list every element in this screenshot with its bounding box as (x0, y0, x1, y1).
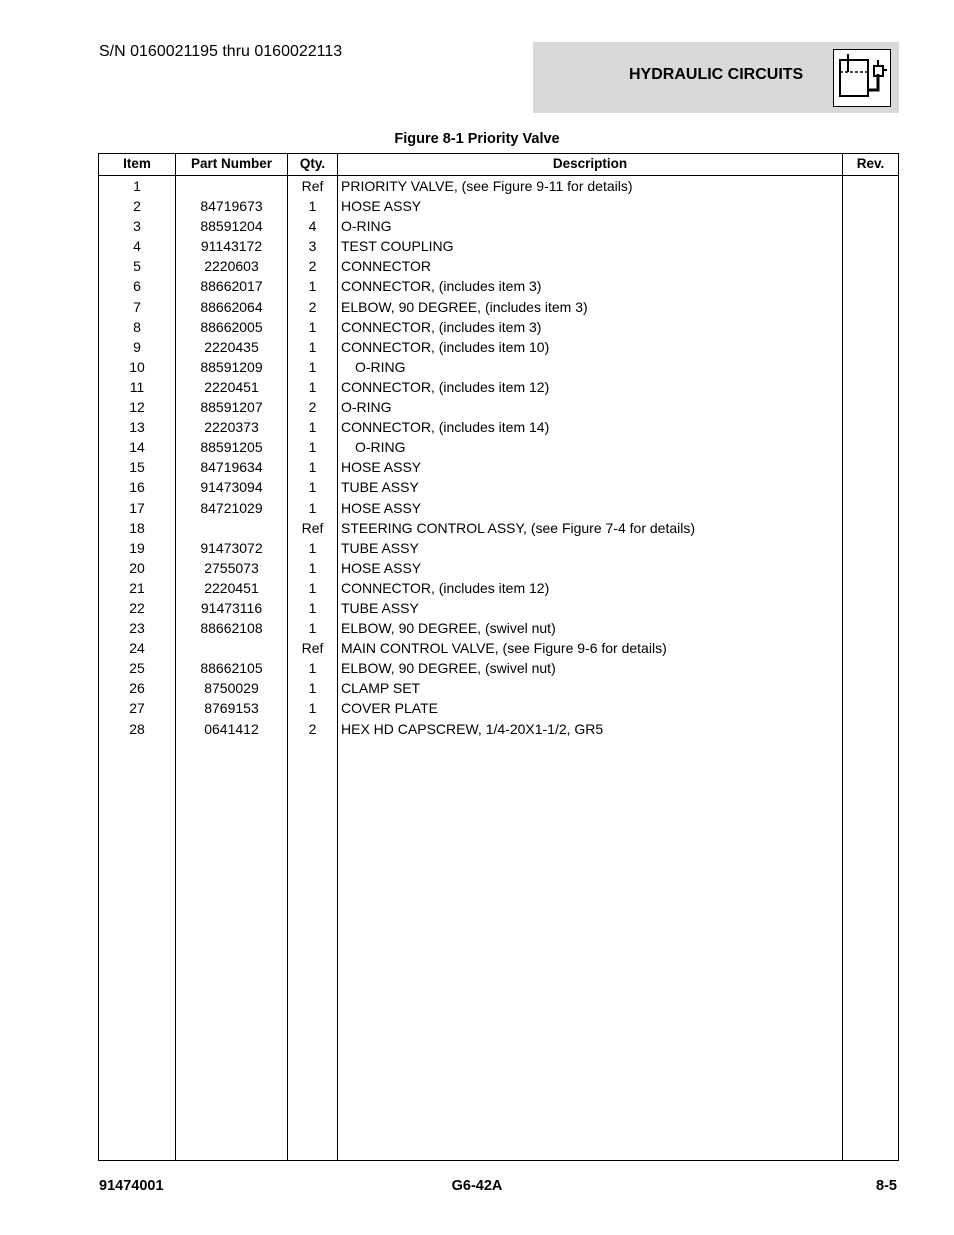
qty-cell: 3 (308, 238, 317, 255)
qty-cell: 1 (308, 620, 317, 637)
table-row (99, 437, 898, 457)
part-number-cell: 88662005 (200, 318, 263, 335)
table-row (99, 678, 898, 698)
qty-cell: 1 (308, 559, 317, 576)
column-header-part-number: Part Number (190, 156, 273, 171)
part-number-cell: 2755073 (204, 559, 259, 576)
description-cell: STEERING CONTROL ASSY, (see Figure 7-4 for details) (341, 519, 696, 536)
hydraulic-reservoir-icon (833, 49, 891, 107)
parts-table (98, 153, 899, 1161)
table-row (99, 216, 898, 236)
description-cell: CONNECTOR (341, 258, 431, 275)
table-row (99, 297, 898, 317)
item-cell: 26 (129, 680, 145, 697)
part-number-cell: 84719634 (200, 459, 263, 476)
description-cell: TUBE ASSY (341, 479, 419, 496)
qty-cell: 2 (308, 298, 317, 315)
part-number-cell: 88591205 (200, 439, 263, 456)
description-cell: MAIN CONTROL VALVE, (see Figure 9-6 for details) (341, 640, 667, 657)
table-row (99, 417, 898, 437)
description-cell: PRIORITY VALVE, (see Figure 9-11 for details) (341, 178, 633, 194)
description-cell: CONNECTOR, (includes item 10) (341, 338, 550, 355)
item-cell: 1 (133, 178, 141, 194)
qty-cell: Ref (301, 640, 324, 657)
column-header-description: Description (552, 156, 628, 171)
description-cell: CONNECTOR, (includes item 12) (341, 378, 550, 395)
table-row (99, 176, 898, 196)
part-number-cell: 0641412 (204, 720, 259, 737)
table-row (99, 558, 898, 578)
model-number: G6-42A (451, 1178, 503, 1194)
qty-cell: 1 (308, 539, 317, 556)
description-cell: O-RING (341, 218, 392, 235)
part-number-cell: 2220435 (204, 338, 259, 355)
item-cell: 27 (129, 700, 145, 717)
page-number: 8-5 (876, 1178, 897, 1194)
table-row (99, 337, 898, 357)
description-cell: O-RING (355, 439, 406, 456)
table-row (99, 618, 898, 638)
part-number-cell: 88662017 (200, 278, 263, 295)
description-cell: HOSE ASSY (341, 198, 422, 215)
table-row (99, 357, 898, 377)
description-cell: CONNECTOR, (includes item 12) (341, 579, 550, 596)
description-cell: CONNECTOR, (includes item 14) (341, 419, 550, 436)
qty-cell: 2 (308, 720, 317, 737)
document-number: 91474001 (99, 1178, 164, 1194)
description-cell: HEX HD CAPSCREW, 1/4-20X1-1/2, GR5 (341, 720, 604, 737)
section-title: HYDRAULIC CIRCUITS (629, 66, 804, 83)
serial-range: S/N 0160021195 thru 0160022113 (99, 43, 343, 60)
table-row (99, 538, 898, 558)
qty-cell: 1 (308, 318, 317, 335)
description-cell: CLAMP SET (341, 680, 421, 697)
item-cell: 18 (129, 519, 145, 536)
table-row (99, 598, 898, 618)
table-row (99, 719, 898, 739)
part-number-cell: 88591207 (200, 399, 263, 416)
item-cell: 6 (133, 278, 141, 295)
description-cell: TEST COUPLING (341, 238, 454, 255)
qty-cell: 1 (308, 378, 317, 395)
qty-cell: 1 (308, 459, 317, 476)
table-row (99, 518, 898, 538)
part-number-cell: 88591204 (200, 218, 263, 235)
description-cell: TUBE ASSY (341, 539, 419, 556)
item-cell: 8 (133, 318, 141, 335)
qty-cell: 1 (308, 599, 317, 616)
item-cell: 4 (133, 238, 141, 255)
part-number-cell: 2220373 (204, 419, 259, 436)
table-row (99, 317, 898, 337)
qty-cell: Ref (301, 519, 324, 536)
figure-title: Figure 8-1 Priority Valve (394, 131, 560, 147)
item-cell: 13 (129, 419, 145, 436)
item-cell: 7 (133, 298, 141, 315)
table-row (99, 457, 898, 477)
table-row (99, 377, 898, 397)
column-header-rev: Rev. (856, 156, 885, 171)
column-header-item: Item (123, 156, 151, 171)
table-row (99, 196, 898, 216)
description-cell: CONNECTOR, (includes item 3) (341, 318, 542, 335)
item-cell: 24 (129, 640, 145, 657)
section-header (533, 42, 899, 113)
column-header-qty: Qty. (299, 156, 326, 171)
item-cell: 23 (129, 620, 145, 637)
description-cell: TUBE ASSY (341, 599, 419, 616)
item-cell: 28 (129, 720, 145, 737)
item-cell: 21 (129, 579, 145, 596)
qty-cell: 4 (308, 218, 317, 235)
item-cell: 2 (133, 198, 141, 215)
description-cell: CONNECTOR, (includes item 3) (341, 278, 542, 295)
part-number-cell: 88662108 (200, 620, 263, 637)
part-number-cell: 88662105 (200, 660, 263, 677)
item-cell: 12 (129, 399, 145, 416)
table-row (99, 276, 898, 296)
table-row (99, 477, 898, 497)
item-cell: 20 (129, 559, 145, 576)
description-cell: O-RING (341, 399, 392, 416)
part-number-cell: 91473072 (200, 539, 263, 556)
item-cell: 10 (129, 358, 145, 375)
part-number-cell: 91143172 (200, 238, 263, 255)
part-number-cell: 91473094 (200, 479, 263, 496)
item-cell: 25 (129, 660, 145, 677)
qty-cell: 1 (308, 499, 317, 516)
item-cell: 15 (129, 459, 145, 476)
item-cell: 22 (129, 599, 145, 616)
description-cell: HOSE ASSY (341, 559, 422, 576)
description-cell: HOSE ASSY (341, 499, 422, 516)
description-cell: ELBOW, 90 DEGREE, (swivel nut) (341, 660, 556, 677)
qty-cell: 1 (308, 278, 317, 295)
qty-cell: 1 (308, 680, 317, 697)
item-cell: 14 (129, 439, 145, 456)
qty-cell: 1 (308, 338, 317, 355)
item-cell: 17 (129, 499, 145, 516)
item-cell: 19 (129, 539, 145, 556)
description-cell: O-RING (355, 358, 406, 375)
table-row (99, 236, 898, 256)
description-cell: HOSE ASSY (341, 459, 422, 476)
table-row (99, 658, 898, 678)
part-number-cell: 2220603 (204, 258, 259, 275)
part-number-cell: 8769153 (204, 700, 259, 717)
part-number-cell: 2220451 (204, 579, 259, 596)
item-cell: 3 (133, 218, 141, 235)
table-row (99, 256, 898, 276)
table-row (99, 498, 898, 518)
item-cell: 11 (129, 378, 145, 395)
qty-cell: 1 (308, 198, 317, 215)
qty-cell: 2 (308, 258, 317, 275)
qty-cell: 1 (308, 358, 317, 375)
item-cell: 9 (133, 338, 141, 355)
qty-cell: 2 (308, 399, 317, 416)
part-number-cell: 2220451 (204, 378, 259, 395)
table-body (99, 176, 898, 739)
qty-cell: 1 (308, 700, 317, 717)
table-row (99, 638, 898, 658)
description-cell: COVER PLATE (341, 700, 438, 717)
part-number-cell: 88662064 (200, 298, 263, 315)
part-number-cell: 8750029 (204, 680, 259, 697)
part-number-cell: 84721029 (200, 499, 263, 516)
description-cell: ELBOW, 90 DEGREE, (includes item 3) (341, 298, 588, 315)
qty-cell: 1 (308, 419, 317, 436)
table-row (99, 698, 898, 718)
part-number-cell: 91473116 (200, 599, 263, 616)
qty-cell: 1 (308, 479, 317, 496)
qty-cell: Ref (301, 178, 324, 194)
part-number-cell: 84719673 (200, 198, 263, 215)
part-number-cell: 88591209 (200, 358, 263, 375)
qty-cell: 1 (308, 660, 317, 677)
qty-cell: 1 (308, 439, 317, 456)
item-cell: 16 (129, 479, 145, 496)
qty-cell: 1 (308, 579, 317, 596)
table-row (99, 578, 898, 598)
table-row (99, 397, 898, 417)
description-cell: ELBOW, 90 DEGREE, (swivel nut) (341, 620, 556, 637)
item-cell: 5 (133, 258, 141, 275)
